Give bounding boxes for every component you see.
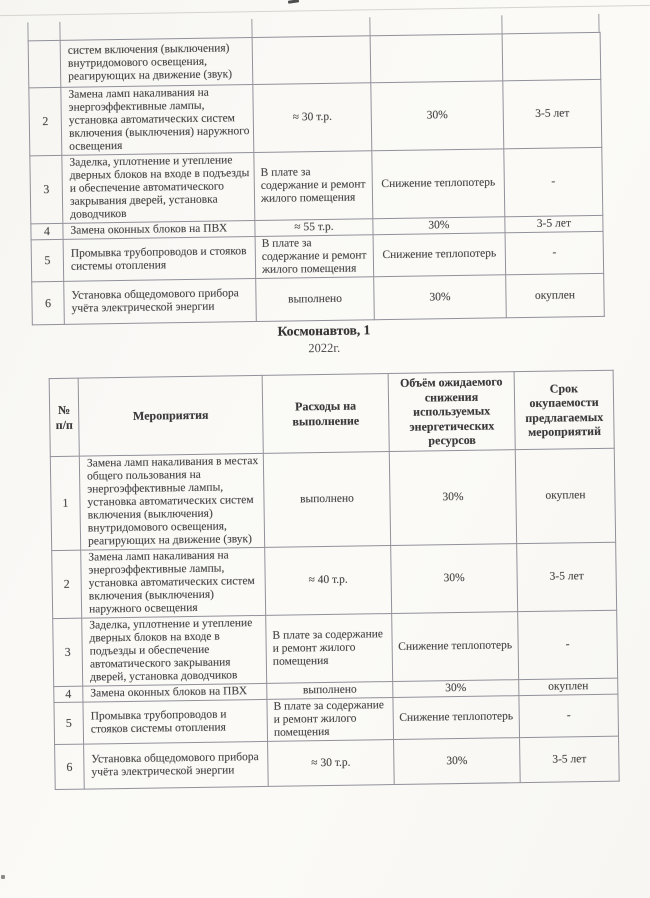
cell-payback: 3-5 лет — [503, 79, 602, 148]
cell-payback — [502, 32, 601, 80]
cell-payback: окуплен — [519, 678, 618, 695]
cell-activity: Промывка трубопроводов и стояков системы отопления — [63, 237, 256, 282]
column-header-payback: Срок окупаемости предлагаемых мероприятий — [514, 370, 614, 449]
cell-effect: 30% — [374, 275, 507, 320]
column-header-cost: Расходы на выполнение — [262, 374, 389, 454]
cell-payback: 3-5 лет — [505, 215, 603, 232]
cell-payback: 3-5 лет — [517, 542, 617, 611]
cell-activity: Заделка, уплотнение и утепление дверных блоков на входе в подъезды и обеспечение автоматического закрывания дверей, установка доводчиков — [82, 615, 267, 686]
cell-payback: - — [504, 147, 603, 216]
cell-num: 4 — [31, 223, 63, 239]
table-gridline-stub — [598, 14, 599, 32]
cell-effect: 30% — [391, 544, 518, 614]
cell-num: 6 — [55, 744, 85, 789]
cell-payback: - — [518, 610, 618, 679]
year-subtitle: 2022г. — [308, 340, 341, 356]
cell-activity: Заделка, уплотнение и утепление дверных блоков на входе в подъезды и обеспечение автоматического закрывания дверей, установка доводчиков — [62, 153, 255, 224]
column-header-effect: Объём ожидаемого снижения используемых энергетических ресурсов — [388, 372, 515, 452]
cell-effect: Снижение теплопотерь — [393, 696, 520, 740]
cell-effect: 30% — [394, 738, 521, 785]
cell-activity: систем включения (выключения) внутридомового освещения, реагирующих на движение (звук) — [60, 38, 253, 88]
cell-effect: 30% — [371, 81, 504, 151]
table-gridline-stub — [27, 22, 28, 40]
measures-table — [49, 370, 620, 790]
table-gridline-stub — [59, 22, 60, 40]
section-heading — [0, 318, 649, 361]
column-header-num: № п/п — [49, 378, 79, 456]
table-row — [28, 32, 601, 87]
cell-num: 2 — [52, 550, 82, 618]
cell-cost: выполнено — [263, 452, 390, 548]
cell-effect — [370, 34, 503, 83]
column-header-activity: Мероприятия — [78, 375, 263, 456]
cell-cost: выполнено — [256, 277, 375, 322]
table-row — [30, 147, 603, 223]
cell-activity: Промывка трубопроводов и стояков системы отопления — [83, 699, 268, 744]
cell-effect: 30% — [393, 680, 519, 698]
table-row — [29, 79, 602, 155]
cell-cost: выполнено — [267, 682, 393, 700]
measures-table-continuation — [28, 32, 605, 325]
cell-num: 3 — [30, 155, 63, 223]
cell-effect: Снижение теплопотерь — [392, 612, 519, 682]
cell-activity: Замена ламп накаливания на энергоэффективные лампы, установка автоматических систем включения (выключения) наружного освещения — [61, 85, 254, 156]
cell-cost: ≈ 55 т.р. — [255, 219, 373, 237]
cell-cost: В плате за содержание и ремонт жилого помещения — [266, 614, 393, 684]
table-row — [52, 542, 617, 618]
cell-activity: Установка общедомового прибора учёта электрической энергии — [64, 279, 257, 325]
cell-effect: 30% — [373, 217, 505, 235]
cell-payback: окуплен — [515, 448, 615, 543]
cell-activity: Замена ламп накаливания в местах общего пользования на энергоэффективные лампы, установка автоматических систем включения (выключения) внутридомового освещения, реагирующих на движение (звук) — [79, 453, 264, 550]
cell-activity: Установка общедомового прибора учёта электрической энергии — [84, 741, 269, 789]
table-row — [32, 273, 605, 324]
cell-num: 2 — [29, 87, 62, 155]
cell-cost: ≈ 30 т.р. — [268, 740, 395, 787]
header-row — [49, 370, 614, 456]
address-title: Космонавтов, 1 — [277, 322, 371, 339]
cell-activity: Замена оконных блоков на ПВХ — [83, 683, 267, 702]
cell-payback: 3-5 лет — [520, 736, 620, 782]
table-row — [53, 610, 618, 686]
cell-cost: В плате за содержание и ремонт жилого помещения — [255, 235, 374, 279]
cell-payback: окуплен — [506, 273, 605, 317]
cell-effect: 30% — [389, 450, 516, 546]
cell-effect: Снижение теплопотерь — [373, 233, 506, 277]
cell-cost: В плате за содержание и ремонт жилого помещения — [267, 698, 394, 742]
cell-cost — [252, 36, 371, 85]
cell-effect: Снижение теплопотерь — [372, 149, 505, 219]
table-row — [50, 448, 615, 550]
table-row — [55, 736, 620, 789]
cell-cost: В плате за содержание и ремонт жилого помещения — [254, 151, 373, 221]
scan-artifact-dot — [1, 875, 5, 879]
cell-num: 5 — [31, 239, 64, 281]
cell-num: 3 — [53, 618, 83, 686]
table-gridline-stub — [251, 19, 252, 37]
cell-num — [28, 40, 61, 87]
cell-num: 1 — [50, 456, 80, 550]
cell-activity: Замена оконных блоков на ПВХ — [63, 221, 255, 240]
cell-num: 4 — [54, 686, 83, 702]
cell-num: 5 — [54, 702, 84, 744]
cell-payback: - — [519, 694, 619, 737]
cell-cost: ≈ 40 т.р. — [265, 546, 392, 616]
table-gridline-stub — [369, 17, 370, 35]
table-gridline-stub — [501, 15, 502, 33]
cell-num: 6 — [32, 281, 65, 324]
cell-cost: ≈ 30 т.р. — [253, 83, 372, 153]
cell-activity: Замена ламп накаливания на энергоэффективные лампы, установка автоматических систем включения (выключения) наружного освещения — [81, 547, 266, 618]
cell-payback: - — [505, 231, 604, 274]
